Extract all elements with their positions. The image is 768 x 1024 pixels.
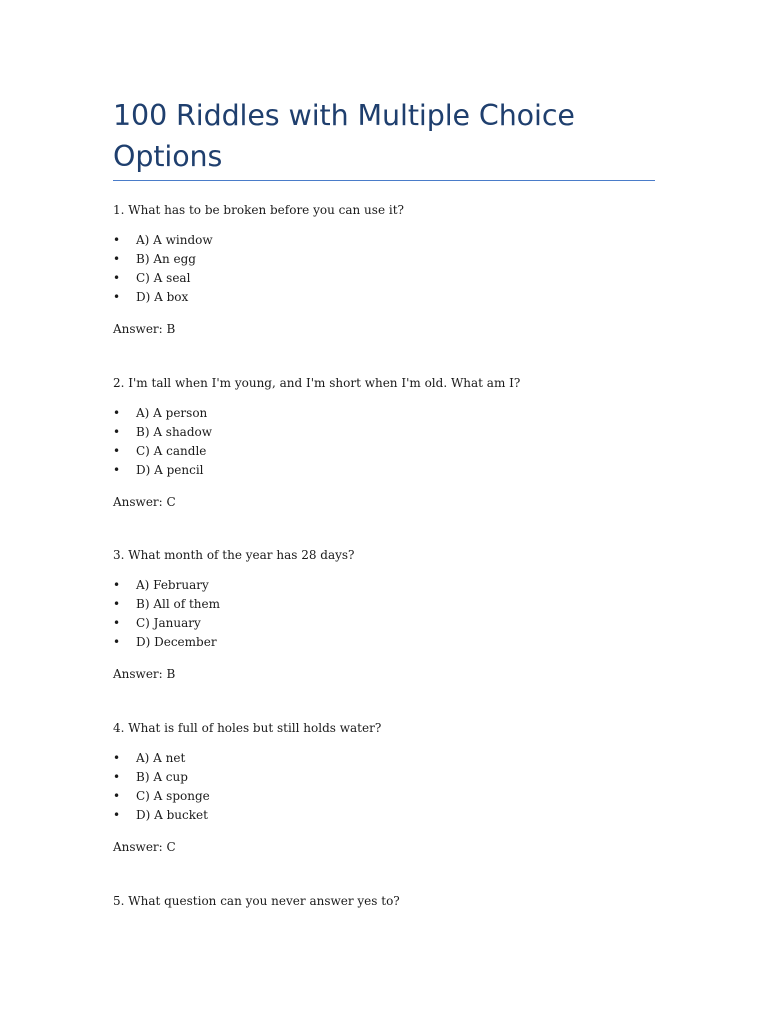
riddle-question: 5. What question can you never answer yes to? [113,894,400,908]
riddle-question: 3. What month of the year has 28 days? [113,548,355,562]
bullet-icon: • [113,425,121,439]
riddle-question: 2. I'm tall when I'm young, and I'm short when I'm old. What am I? [113,376,521,390]
riddle-question: 1. What has to be broken before you can use it? [113,203,404,217]
option-label: C) A sponge [136,789,210,803]
bullet-icon: • [113,444,121,458]
option-label: D) A box [136,290,189,304]
bullet-icon: • [113,290,121,304]
bullet-icon: • [113,789,121,803]
option-label: A) A net [136,751,186,765]
bullet-icon: • [113,463,121,477]
option-label: C) A seal [136,271,191,285]
option-label: A) A window [136,233,213,247]
bullet-icon: • [113,271,121,285]
option-label: A) A person [136,406,208,420]
bullet-icon: • [113,233,121,247]
riddle-question: 4. What is full of holes but still holds water? [113,721,382,735]
option-label: D) December [136,635,217,649]
riddle-answer: Answer: C [113,495,176,509]
option-label: B) All of them [136,597,220,611]
option-label: B) A cup [136,770,188,784]
bullet-icon: • [113,252,121,266]
riddle-answer: Answer: B [113,667,176,681]
document-title: 100 Riddles with Multiple Choice Options [113,99,575,173]
option-label: B) An egg [136,252,196,266]
bullet-icon: • [113,808,121,822]
bullet-icon: • [113,751,121,765]
option-label: A) February [136,578,209,592]
bullet-icon: • [113,406,121,420]
bullet-icon: • [113,616,121,630]
bullet-icon: • [113,597,121,611]
option-label: D) A pencil [136,463,204,477]
riddle-answer: Answer: C [113,840,176,854]
option-label: C) A candle [136,444,207,458]
riddle-answer: Answer: B [113,322,176,336]
bullet-icon: • [113,578,121,592]
option-label: B) A shadow [136,425,213,439]
bullet-icon: • [113,635,121,649]
bullet-icon: • [113,770,121,784]
option-label: D) A bucket [136,808,208,822]
option-label: C) January [136,616,201,630]
title-underline [113,180,655,181]
